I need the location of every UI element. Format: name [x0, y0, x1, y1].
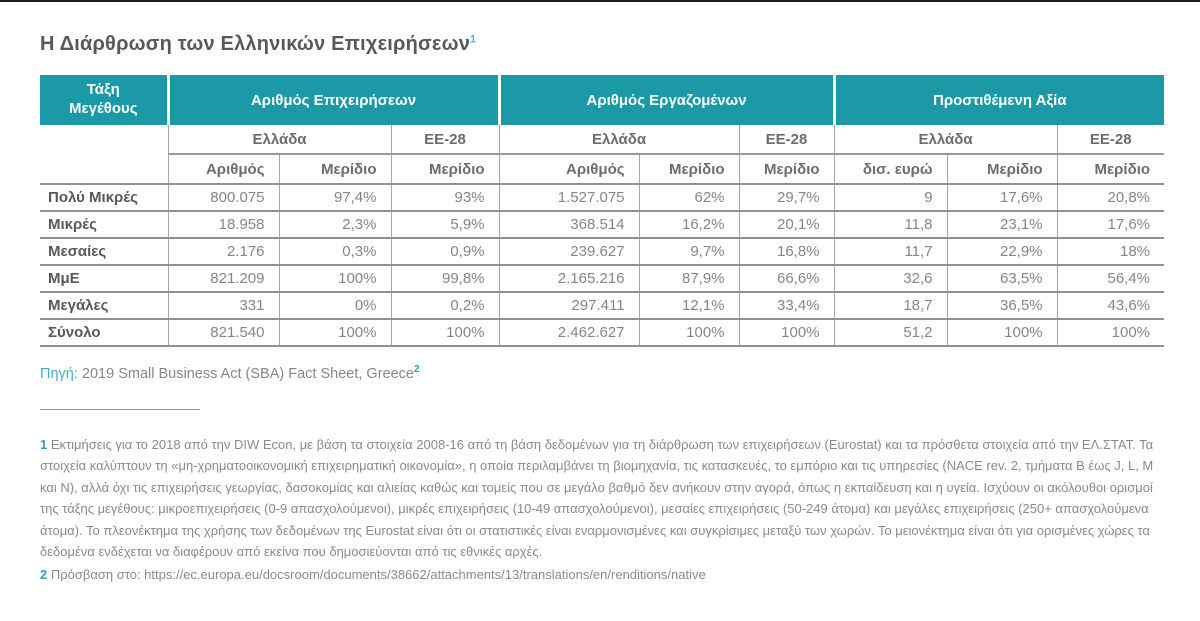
cell: 100%: [279, 265, 391, 292]
cell: 17,6%: [947, 184, 1057, 211]
region-header: ΕΕ-28: [1057, 125, 1164, 154]
cell: 2.462.627: [499, 319, 639, 346]
cell: 9,7%: [639, 238, 739, 265]
row-label: Μικρές: [40, 211, 168, 238]
cell: 66,6%: [739, 265, 834, 292]
footnote-divider: [40, 409, 200, 410]
cell: 821.209: [168, 265, 279, 292]
cell: 1.527.075: [499, 184, 639, 211]
source-line: [40, 364, 1160, 382]
cell: 11,8: [834, 211, 947, 238]
cell: 331: [168, 292, 279, 319]
footnotes: [40, 434, 1162, 586]
row-label: Σύνολο: [40, 319, 168, 346]
cell: 5,9%: [391, 211, 499, 238]
cell: 43,6%: [1057, 292, 1164, 319]
cell: 99,8%: [391, 265, 499, 292]
cell: 87,9%: [639, 265, 739, 292]
footnote-2-text: Πρόσβαση στο: https://ec.europa.eu/docsroom/documents/38662/attachments/13/translations/en/renditions/native: [47, 566, 706, 582]
cell: 63,5%: [947, 265, 1057, 292]
table-row-small: [40, 211, 1164, 238]
table-row-large: [40, 292, 1164, 319]
cell: 18,7: [834, 292, 947, 319]
region-header-row: [40, 125, 1164, 154]
measure-header: Μερίδιο: [739, 154, 834, 184]
cell: 297.411: [499, 292, 639, 319]
measure-header: Αριθμός: [499, 154, 639, 184]
cell: 821.540: [168, 319, 279, 346]
cell: 100%: [947, 319, 1057, 346]
page-top-border: [0, 0, 1200, 2]
cell: 100%: [739, 319, 834, 346]
row-label: Μεσαίες: [40, 238, 168, 265]
measure-header: Μερίδιο: [391, 154, 499, 184]
measure-header: δισ. ευρώ: [834, 154, 947, 184]
document-page: [0, 33, 1200, 585]
cell: 800.075: [168, 184, 279, 211]
table-row-micro: [40, 184, 1164, 211]
measure-header: Μερίδιο: [639, 154, 739, 184]
cell: 32,6: [834, 265, 947, 292]
cell: 20,1%: [739, 211, 834, 238]
group-header-row: [40, 75, 1164, 125]
cell: 93%: [391, 184, 499, 211]
table-row-total: [40, 319, 1164, 346]
row-label: ΜμΕ: [40, 265, 168, 292]
page-title-text: Η Διάρθρωση των Ελληνικών Επιχειρήσεων: [40, 33, 471, 55]
footnote-1-marker: 1: [40, 436, 48, 452]
enterprise-structure-table: [40, 75, 1164, 347]
region-header: Ελλάδα: [168, 125, 391, 154]
cell: 22,9%: [947, 238, 1057, 265]
cell: 16,2%: [639, 211, 739, 238]
cell: 0%: [279, 292, 391, 319]
cell: 368.514: [499, 211, 639, 238]
cell: 100%: [639, 319, 739, 346]
cell: 100%: [279, 319, 391, 346]
cell: 16,8%: [739, 238, 834, 265]
cell: 12,1%: [639, 292, 739, 319]
group-header-value-added: Προστιθέμενη Αξία: [834, 75, 1164, 125]
cell: 97,4%: [279, 184, 391, 211]
table-row-medium: [40, 238, 1164, 265]
footnote-1-text: Εκτιμήσεις για το 2018 από την DIW Econ, με βάση τα στοιχεία 2008-16 από τη βάση δεδομένων για τη διάρθρωση των επιχειρήσεων (Eurostat) και τα πρόσθετα στοιχεία από την ΕΛ.ΣΤΑΤ. Τα στοιχεία καλύπτουν τη «μη-χρηματοοικονομική επιχειρηματική οικονομία», η οποία περιλαμβάνει τη βιομηχανία, τις κατασκευές, το εμπόριο και τις υπηρεσίες (NACE rev. 2, τμήματα B έως J, L, M και N), αλλά όχι τις επιχειρήσεις γεωργίας, δασοκομίας και αλιείας καθώς και τομείς που σε μεγάλο βαθμό δεν ανήκουν στην αγορά, όπως η εκπαίδευση και η υγεία. Ισχύουν οι ακόλουθοι ορισμοί της τάξης μεγέθους: μικροεπιχειρήσεις (0-9 απασχολούμενοι), μικρές επιχειρήσεις (10-49 απασχολούμενοι), μεσαίες επιχειρήσεις (50-249 άτομα) και μεγάλες επιχειρήσεις (250+ απασχολούμενα άτομα). Το πλεονέκτημα της χρήσης των δεδομένων της Eurostat είναι ότι οι στατιστικές είναι εναρμονισμένες και συγκρίσιμες μεταξύ των χωρών. Το μειονέκτημα είναι ότι για ορισμένες χώρες τα δεδομένα ενδέχεται να διαφέρουν από εκείνα που δημοσιεύονται από τις εθνικές αρχές.: [40, 436, 1154, 560]
page-title: [40, 33, 1160, 56]
table-row-sme: [40, 265, 1164, 292]
cell: 17,6%: [1057, 211, 1164, 238]
title-footnote-ref: 1: [470, 33, 477, 46]
region-header: Ελλάδα: [834, 125, 1057, 154]
cell: 0,9%: [391, 238, 499, 265]
cell: 100%: [1057, 319, 1164, 346]
row-label: Μεγάλες: [40, 292, 168, 319]
source-label: Πηγή:: [40, 365, 78, 382]
footnote-1: [40, 434, 1162, 563]
measure-header: Μερίδιο: [1057, 154, 1164, 184]
cell: 100%: [391, 319, 499, 346]
cell: 20,8%: [1057, 184, 1164, 211]
region-header: ΕΕ-28: [391, 125, 499, 154]
row-label: Πολύ Μικρές: [40, 184, 168, 211]
footnote-2: [40, 564, 1162, 586]
group-header-enterprises: Αριθμός Επιχειρήσεων: [168, 75, 499, 125]
cell: 29,7%: [739, 184, 834, 211]
cell: 51,2: [834, 319, 947, 346]
group-header-employees: Αριθμός Εργαζομένων: [499, 75, 834, 125]
cell: 9: [834, 184, 947, 211]
cell: 18%: [1057, 238, 1164, 265]
cell: 36,5%: [947, 292, 1057, 319]
cell: 0,2%: [391, 292, 499, 319]
cell: 2.176: [168, 238, 279, 265]
size-class-header-label: Τάξη Μεγέθους: [68, 81, 138, 117]
cell: 62%: [639, 184, 739, 211]
cell: 33,4%: [739, 292, 834, 319]
region-header: Ελλάδα: [499, 125, 739, 154]
region-header: ΕΕ-28: [739, 125, 834, 154]
footnote-2-marker: 2: [40, 566, 48, 582]
cell: 11,7: [834, 238, 947, 265]
cell: 18.958: [168, 211, 279, 238]
cell: 23,1%: [947, 211, 1057, 238]
measure-header-row: [40, 154, 1164, 184]
cell: 56,4%: [1057, 265, 1164, 292]
source-text: 2019 Small Business Act (SBA) Fact Sheet, Greece: [77, 365, 414, 382]
measure-header: Μερίδιο: [279, 154, 391, 184]
source-footnote-ref: 2: [413, 364, 420, 375]
cell: 2,3%: [279, 211, 391, 238]
cell: 2.165.216: [499, 265, 639, 292]
cell: 239.627: [499, 238, 639, 265]
cell: 0,3%: [279, 238, 391, 265]
corner-empty-cell: [40, 125, 168, 184]
size-class-header-cell: [40, 75, 168, 125]
measure-header: Μερίδιο: [947, 154, 1057, 184]
measure-header: Αριθμός: [168, 154, 279, 184]
